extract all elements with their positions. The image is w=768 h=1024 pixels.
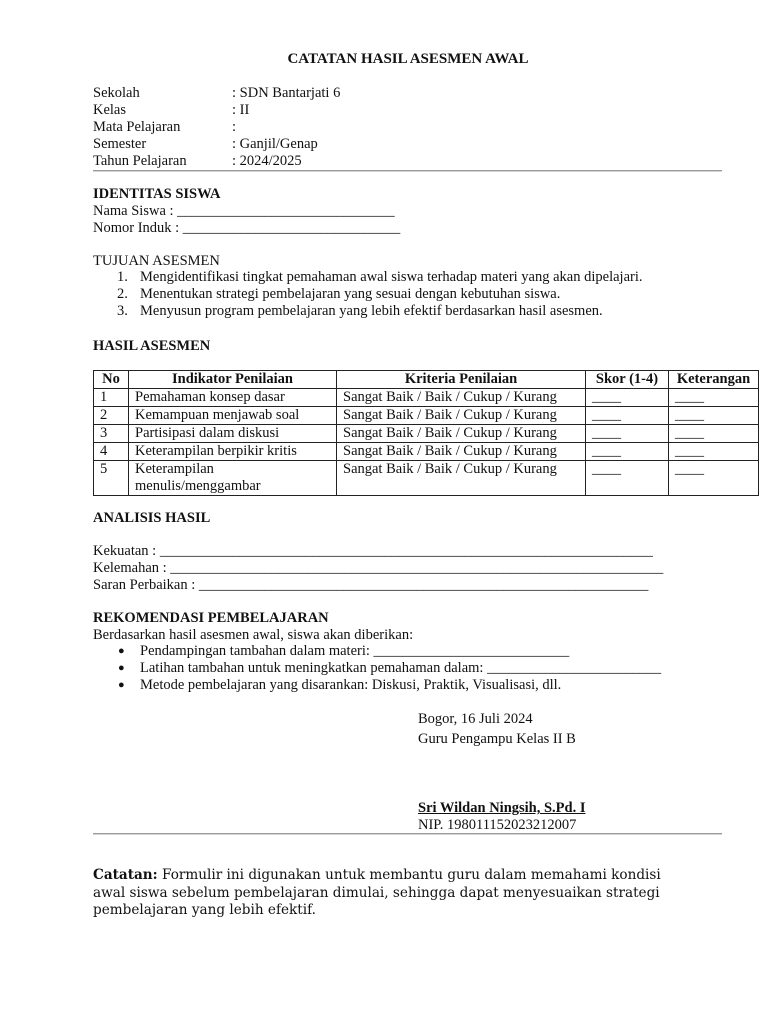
cell-skor: ____ — [586, 389, 669, 407]
list-item — [117, 286, 643, 303]
column-header: Indikator Penilaian — [129, 371, 337, 389]
info-label: Tahun Pelajaran — [93, 153, 187, 169]
cell-no: 4 — [94, 443, 129, 461]
cell-indikator: Keterampilan menulis/menggambar — [129, 461, 337, 496]
list-text: Metode pembelajaran yang disarankan: Diskusi, Praktik, Visualisasi, dll. — [140, 677, 562, 693]
rekomendasi-heading: REKOMENDASI PEMBELAJARAN — [93, 610, 329, 626]
cell-skor: ____ — [586, 461, 669, 496]
cell-keterangan: ____ — [669, 389, 759, 407]
tujuan-list — [93, 269, 643, 320]
nomor-induk-field: Nomor Induk : ______________________________ — [93, 220, 401, 236]
list-item — [117, 269, 643, 286]
identitas-heading: IDENTITAS SISWA — [93, 186, 221, 202]
info-label: Sekolah — [93, 85, 140, 101]
info-label: Semester — [93, 136, 147, 152]
kelemahan-field: Kelemahan : ____________________________________________________________________ — [93, 560, 664, 576]
cell-keterangan: ____ — [669, 443, 759, 461]
list-text: Latihan tambahan untuk meningkatkan pemahaman dalam: ________________________ — [140, 660, 662, 676]
cell-indikator: Pemahaman konsep dasar — [129, 389, 337, 407]
signer-nip: NIP. 198011152023212007 — [418, 817, 577, 833]
list-text: Mengidentifikasi tingkat pemahaman awal siswa terhadap materi yang akan dipelajari. — [140, 269, 643, 285]
list-text: Menentukan strategi pembelajaran yang sesuai dengan kebutuhan siswa. — [140, 286, 561, 302]
list-text: Menyusun program pembelajaran yang lebih efektif berdasarkan hasil asesmen. — [140, 303, 603, 319]
cell-indikator: Kemampuan menjawab soal — [129, 407, 337, 425]
divider — [93, 833, 722, 834]
list-item — [118, 677, 661, 694]
cell-no: 5 — [94, 461, 129, 496]
bullet-icon: ● — [118, 645, 125, 657]
cell-keterangan: ____ — [669, 407, 759, 425]
cell-indikator: Partisipasi dalam diskusi — [129, 425, 337, 443]
cell-keterangan: ____ — [669, 425, 759, 443]
list-item — [118, 660, 662, 677]
list-number: 2. — [117, 286, 128, 302]
cell-kriteria: Sangat Baik / Baik / Cukup / Kurang — [337, 443, 586, 461]
column-header: No — [94, 371, 129, 389]
cell-no: 1 — [94, 389, 129, 407]
assessment-table — [93, 370, 759, 496]
catatan-note — [93, 867, 693, 920]
bullet-icon: ● — [118, 679, 125, 691]
cell-kriteria: Sangat Baik / Baik / Cukup / Kurang — [337, 425, 586, 443]
table-header-row — [94, 371, 759, 389]
column-header: Kriteria Penilaian — [337, 371, 586, 389]
table-row — [94, 389, 759, 407]
cell-kriteria: Sangat Baik / Baik / Cukup / Kurang — [337, 461, 586, 496]
info-value: : Ganjil/Genap — [232, 136, 318, 152]
cell-indikator: Keterampilan berpikir kritis — [129, 443, 337, 461]
divider — [93, 170, 722, 171]
list-item — [117, 303, 643, 320]
list-number: 1. — [117, 269, 128, 285]
table-row — [94, 425, 759, 443]
cell-no: 2 — [94, 407, 129, 425]
info-value: : — [232, 119, 237, 135]
info-label: Mata Pelajaran — [93, 119, 181, 135]
info-value: : 2024/2025 — [232, 153, 302, 169]
cell-skor: ____ — [586, 407, 669, 425]
document-title: CATATAN HASIL ASESMEN AWAL — [287, 51, 529, 67]
nama-siswa-field: Nama Siswa : ______________________________ — [93, 203, 395, 219]
analisis-heading: ANALISIS HASIL — [93, 510, 211, 526]
cell-skor: ____ — [586, 425, 669, 443]
hasil-heading: HASIL ASESMEN — [93, 338, 211, 354]
cell-skor: ____ — [586, 443, 669, 461]
signer-role: Guru Pengampu Kelas II B — [418, 731, 576, 747]
info-label: Kelas — [93, 102, 127, 118]
signer-name: Sri Wildan Ningsih, S.Pd. I — [418, 800, 586, 816]
cell-kriteria: Sangat Baik / Baik / Cukup / Kurang — [337, 407, 586, 425]
cell-no: 3 — [94, 425, 129, 443]
catatan-label: Catatan: — [93, 867, 158, 883]
table-row — [94, 461, 759, 496]
info-value: : II — [232, 102, 250, 118]
cell-keterangan: ____ — [669, 461, 759, 496]
rekomendasi-list — [93, 643, 661, 694]
catatan-text: Formulir ini digunakan untuk membantu guru dalam memahami kondisi awal siswa sebelum pembelajaran dimulai, sehingga dapat menyesuaikan strategi pembelajaran yang lebih efektif. — [93, 867, 661, 918]
saran-field: Saran Perbaikan : ______________________________________________________________ — [93, 577, 649, 593]
info-value: : SDN Bantarjati 6 — [232, 85, 341, 101]
list-text: Pendampingan tambahan dalam materi: ___________________________ — [140, 643, 570, 659]
table-row — [94, 407, 759, 425]
rekomendasi-intro: Berdasarkan hasil asesmen awal, siswa akan diberikan: — [93, 627, 414, 643]
list-number: 3. — [117, 303, 128, 319]
cell-kriteria: Sangat Baik / Baik / Cukup / Kurang — [337, 389, 586, 407]
list-item — [118, 643, 661, 660]
tujuan-heading: TUJUAN ASESMEN — [93, 253, 220, 269]
bullet-icon: ● — [118, 662, 125, 674]
table-row — [94, 443, 759, 461]
column-header: Keterangan — [669, 371, 759, 389]
kekuatan-field: Kekuatan : ____________________________________________________________________ — [93, 543, 653, 559]
place-date: Bogor, 16 Juli 2024 — [418, 711, 533, 727]
column-header: Skor (1-4) — [586, 371, 669, 389]
